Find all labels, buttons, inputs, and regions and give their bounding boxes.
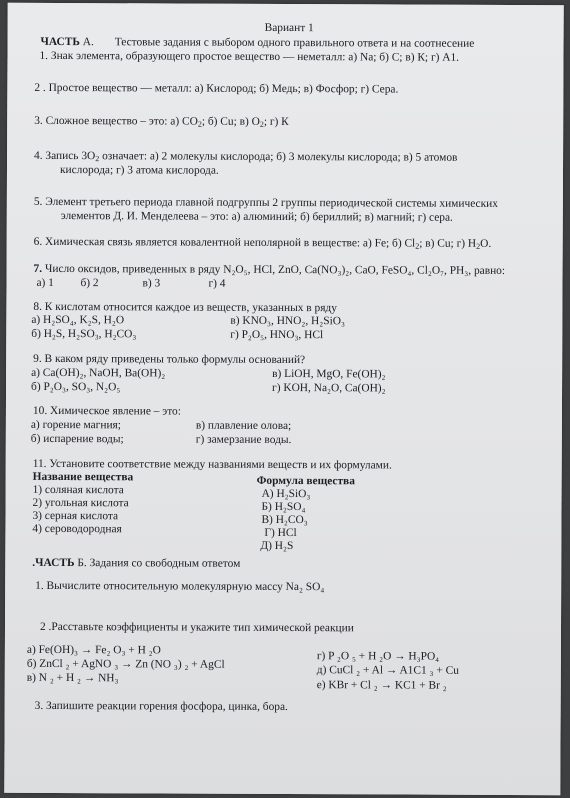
- q11-formula-b: Б) H₂SO₄: [261, 500, 306, 514]
- part-a-letter: А.: [82, 36, 94, 49]
- question-3-end: ; г) К: [263, 115, 289, 129]
- q7-answer-v: в) 3: [142, 277, 161, 290]
- part-a-heading: [41, 36, 475, 51]
- reaction-g: г) P ₂O ₅ + H ₂O → H₃PO₄: [316, 650, 440, 663]
- task-b3: 3. Запишите реакции горения фосфора, цинка, бора.: [34, 699, 288, 714]
- question-10-v: в) плавление олова;: [195, 419, 292, 433]
- question-9-b: б) P₂O₃, SO₃, N₂O₅: [31, 380, 121, 394]
- q11-name-2: 2) угольная кислота: [32, 496, 129, 510]
- part-b-title: Б. Задания со свободным ответом: [74, 557, 241, 570]
- reaction-b: б) ZnCl ₂ + AgNO ₃ → Zn (NO ₃) ₂ + AgCl: [26, 657, 225, 671]
- question-8-v: в) KNO₃, HNO₂, H₂SiO₃: [230, 314, 345, 328]
- part-b-label: .ЧАСТЬ: [32, 556, 75, 570]
- q11-formula-g: Г) HCl: [264, 526, 297, 540]
- q7-answer-a: а) 1: [36, 276, 54, 289]
- q11-formula-d: Д) H₂S: [260, 539, 294, 553]
- question-5-line-1: 5. Элемент третьего периода главной подгруппы 2 группы периодической системы химических: [33, 195, 498, 210]
- question-9-g: г) KOH, Na₂O, Ca(OH)₂: [272, 381, 386, 395]
- question-10-b: б) испарение воды;: [30, 432, 124, 446]
- question-8-g: г) P₂O₅, HNO₃, HCl: [230, 328, 324, 342]
- q7-answer-b: б) 2: [80, 277, 99, 290]
- question-6: 6. Химическая связь является ковалентной неполярной в веществе: а) Fe; б) $Cl_2$; в) Cu; г) $Н_2О$.: [33, 235, 492, 251]
- task-b2-title: 2 .Расставьте коэффициенты и укажите тип химической реакции: [39, 620, 354, 635]
- question-4-start: 4. Запись 3О: [34, 149, 96, 163]
- question-3-rest: ; б) Cu; в) О: [201, 115, 260, 128]
- question-6-end: О.: [480, 237, 492, 250]
- q11-formula-a: А) H₂SiO₃: [261, 487, 311, 501]
- reaction-a: а) Fe(OH)₃ → Fe₂ O₃ + H ₂O: [26, 643, 161, 657]
- variant-heading: Вариант 1: [264, 21, 314, 35]
- question-7-text: Число оксидов, приведенных в ряду N₂O₅, НCl, ZnO, Ca(NO₃)₂, CaO, FeSO₄, Cl₂O₇, PH₃, равно:: [42, 262, 506, 277]
- question-2: 2 . Простое вещество — металл: а) Кислород; б) Медь; в) Фосфор; г) Сера.: [34, 81, 399, 96]
- reaction-d: д) CuCl ₂ + Al → A1C1 ₃ + Cu: [316, 664, 459, 677]
- question-10-a: а) горение магния;: [30, 418, 122, 432]
- question-5-line-2: элементов Д. И. Менделеева – это: а) алюминий; б) бериллий; в) магний; г) сера.: [60, 210, 453, 224]
- question-9-a: а) Ca(OH)₂, NaOH, Ba(OH)₂: [31, 366, 166, 380]
- q11-name-4: 4) сероводородная: [32, 522, 122, 536]
- q11-formula-v: В) H₂CO₃: [261, 513, 308, 527]
- question-1: 1. Знак элемента, образующего простое вещество — неметалл: а) Na; б) С; в) К; г) А1.: [39, 49, 460, 64]
- reaction-v: в) N ₂ + H ₂ → NH₃: [26, 671, 119, 685]
- question-3: 3. Сложное вещество – это: а) $СО_2$; б) Cu; в) $О_2$; г) К: [34, 114, 289, 129]
- part-a-title: Тестовые задания с выбором одного правильного ответа и на соотнесение: [114, 36, 475, 50]
- question-6-rest: ; в) Cu; г) Н: [419, 237, 477, 250]
- question-4-line-1: 4. Запись $3О_2$ означает: а) 2 молекулы кислорода; б) 3 молекулы кислорода; в) 5 атомов: [34, 149, 458, 164]
- question-4-options: означает: а) 2 молекулы кислорода; б) 3 молекулы кислорода; в) 5 атомов: [99, 150, 458, 164]
- q7-answer-g: г) 4: [208, 277, 226, 290]
- question-11-left-header: Название вещества: [32, 470, 134, 484]
- question-7: [34, 263, 506, 278]
- question-9-v: в) LiOH, MgO, Fe(OH)₂: [272, 367, 386, 381]
- reaction-e: е) KBr + Cl ₂ → KC1 + Br ₂: [316, 679, 447, 692]
- q11-name-1: 1) соляная кислота: [32, 483, 124, 497]
- task-b1: 1. Вычислите относительную молекулярную массу Na₂ SO₄: [35, 579, 325, 594]
- question-4-line-2: кислорода; г) 3 атома кислорода.: [59, 164, 219, 177]
- question-3-text: 3. Сложное вещество – это: а) СО: [34, 114, 198, 128]
- question-8-a: а) H₂SO₄, K₂S, H₂O: [31, 313, 125, 327]
- part-a-label: ЧАСТЬ: [40, 35, 80, 49]
- worksheet-page: [4, 3, 563, 795]
- question-7-number: 7.: [33, 262, 43, 275]
- question-11-title: 11. Установите соответствие между названиями веществ и их формулами.: [32, 457, 392, 472]
- question-9-title: 9. В каком ряду приведены только формулы оснований?: [33, 352, 306, 367]
- question-11-right-header: Формула вещества: [256, 474, 355, 488]
- part-b-heading: [32, 557, 240, 571]
- question-8-title: 8. К кислотам относится каждое из веществ, указанных в ряду: [33, 300, 337, 315]
- question-10-g: г) замерзание воды.: [195, 433, 292, 447]
- question-8-b: б) H₂S, H₂SO₃, H₂CO₃: [31, 327, 137, 341]
- question-7-answers: [36, 276, 226, 290]
- q11-name-3: 3) серная кислота: [32, 509, 119, 523]
- question-6-text: 6. Химическая связь является ковалентной неполярной в веществе: а) Fe; б) Cl: [33, 235, 416, 250]
- question-10-title: 10. Химическое явление – это:: [32, 404, 181, 418]
